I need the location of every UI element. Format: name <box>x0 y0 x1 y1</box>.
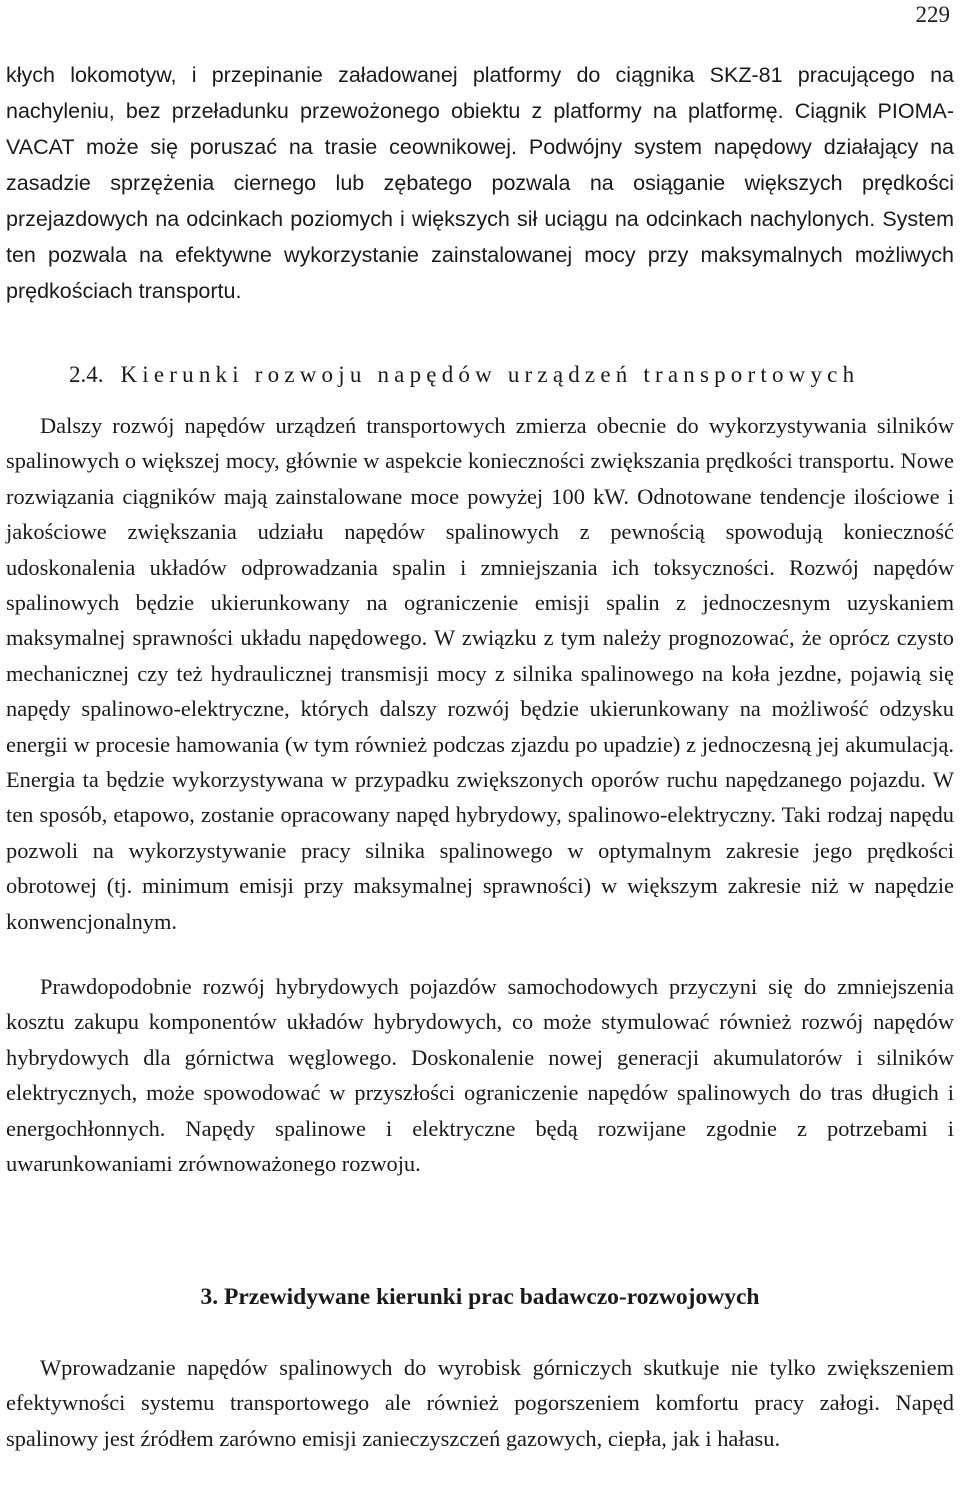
section-3-heading: 3. Przewidywane kierunki prac badawczo-rozwojowych <box>200 1284 760 1310</box>
section-2-4-number: 2.4. <box>69 362 104 387</box>
paragraph-4: Wprowadzanie napędów spalinowych do wyrobisk górniczych skutkuje nie tylko zwiększeniem efektywności systemu transportowego ale również pogorszeniem komfortu pracy załogi. Napęd spalinowy jest źródłem zarówno emisji zanieczyszczeń gazowych, ciepła, jak i hałasu. <box>6 1355 954 1451</box>
paragraph-3: Prawdopodobnie rozwój hybrydowych pojazdów samochodowych przyczyni się do zmniejszenia kosztu zakupu komponentów układów hybrydowych, co może stymulować również rozwój napędów hybrydowych dla górnictwa węglowego. Doskonalenie nowej generacji akumulatorów i silników elektrycznych, może spowodować w przyszłości ograniczenie napędów spalinowych do tras długich i energochłonnych. Napędy spalinowe i elektryczne będą rozwijane zgodnie z potrzebami i uwarunkowaniami zrównoważonego rozwoju. <box>6 974 954 1177</box>
section-2-4-heading <box>69 362 859 388</box>
paragraph-1: kłych lokomotyw, i przepinanie załadowanej platformy do ciągnika SKZ-81 pracującego na nachyleniu, bez przeładunku przewożonego obiektu z platformy na platformę. Ciągnik PIOMA-VACAT może się poruszać na trasie ceownikowej. Podwójny system napędowy działający na zasadzie sprzężenia ciernego lub zębatego pozwala na osiąganie większych prędkości przejazdowych na odcinkach poziomych i większych sił uciągu na odcinkach nachylonych. System ten pozwala na efektywne wykorzystanie zainstalowanej mocy przy maksymalnych możliwych prędkościach transportu. <box>6 63 954 303</box>
page-number: 229 <box>915 2 950 27</box>
section-2-4-title: Kierunki rozwoju napędów urządzeń transportowych <box>120 362 860 387</box>
paragraph-2: Dalszy rozwój napędów urządzeń transportowych zmierza obecnie do wykorzystywania silników spalinowych o większej mocy, głównie w aspekcie konieczności zwiększania prędkości transportu. Nowe rozwiązania ciągników mają zainstalowane moce powyżej 100 kW. Odnotowane tendencje ilościowe i jakościowe zwiększania udziału napędów spalinowych z pewnością spowodują konieczność udoskonalenia układów odprowadzania spalin i zmniejszania ich toksyczności. Rozwój napędów spalinowych będzie ukierunkowany na ograniczenie emisji spalin z jednoczesnym uzyskaniem maksymalnej sprawności układu napędowego. W związku z tym należy prognozować, że oprócz czysto mechanicznej czy też hydraulicznej transmisji mocy z silnika spalinowego na koła jezdne, pojawią się napędy spalinowo-elektryczne, których dalszy rozwój będzie ukierunkowany na możliwość odzysku energii w procesie hamowania (w tym również podczas zjazdu po upadzie) z jednoczesną jej akumulacją. Energia ta będzie wykorzystywana w przypadku zwiększonych oporów ruchu napędzanego pojazdu. W ten sposób, etapowo, zostanie opracowany napęd hybrydowy, spalinowo-elektryczny. Taki rodzaj napędu pozwoli na wykorzystywanie pracy silnika spalinowego w optymalnym zakresie jego prędkości obrotowej (tj. minimum emisji przy maksymalnej sprawności) w większym zakresie niż w napędzie konwencjonalnym. <box>6 413 954 934</box>
